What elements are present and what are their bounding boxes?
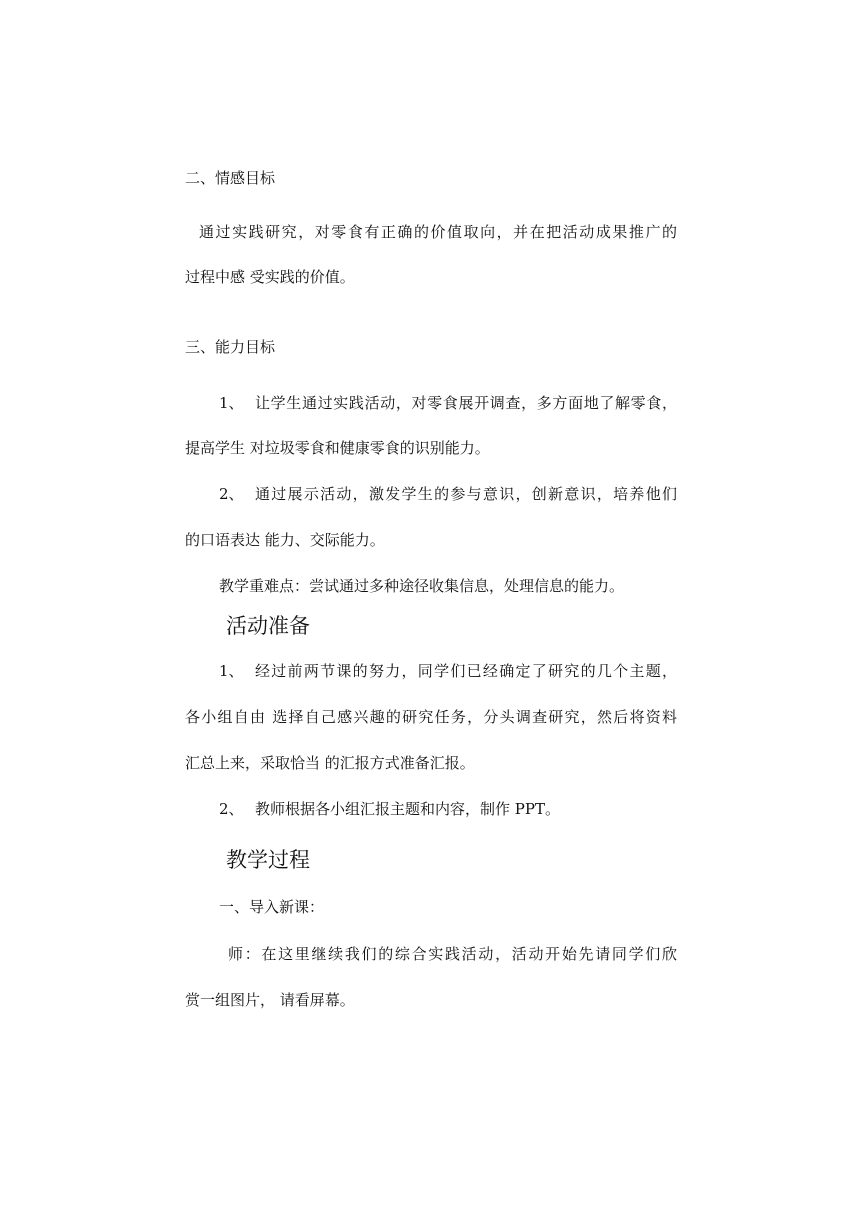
teacher-line-2: 赏一组图片， 请看屏幕。 (185, 991, 355, 1009)
ability-item-1-line-1: 让学生通过实践活动，对零食展开调查，多方面地了解零食， (255, 394, 677, 412)
ability-item-2-number: 2、 (219, 485, 244, 503)
preparation-item-1-line-3: 汇总上来，采取恰当 的汇报方式准备汇报。 (185, 754, 475, 772)
preparation-heading: 活动准备 (226, 614, 310, 638)
teacher-line-1: 师：在这里继续我们的综合实践活动，活动开始先请同学们欣 (228, 945, 677, 963)
preparation-item-1-line-2: 各小组自由 选择自己感兴趣的研究任务，分头调查研究，然后将资料 (185, 708, 677, 726)
ability-item-1-line-2: 提高学生 对垃圾零食和健康零食的识别能力。 (185, 439, 490, 457)
process-heading: 教学过程 (226, 848, 310, 872)
emotion-text-line-2: 过程中感 受实践的价值。 (185, 268, 355, 286)
emotion-text-line-1: 通过实践研究，对零食有正确的价值取向，并在把活动成果推广的 (199, 223, 677, 241)
preparation-item-2-number: 2、 (219, 800, 244, 818)
section-heading-emotion: 二、情感目标 (185, 169, 276, 187)
ability-item-2-line-2: 的口语表达 能力、交际能力。 (185, 531, 385, 549)
process-sub-heading: 一、导入新课： (219, 898, 325, 916)
preparation-item-1-line-1: 经过前两节课的努力，同学们已经确定了研究的几个主题， (255, 662, 677, 680)
preparation-item-2-line-1: 教师根据各小组汇报主题和内容，制作 PPT。 (255, 800, 560, 818)
key-points-text: 教学重难点：尝试通过多种途径收集信息，处理信息的能力。 (219, 577, 625, 595)
ability-item-2-line-1: 通过展示活动，激发学生的参与意识，创新意识，培养他们 (255, 485, 677, 503)
ability-item-1-number: 1、 (219, 394, 244, 412)
section-heading-ability: 三、能力目标 (185, 338, 276, 356)
preparation-item-1-number: 1、 (219, 662, 244, 680)
